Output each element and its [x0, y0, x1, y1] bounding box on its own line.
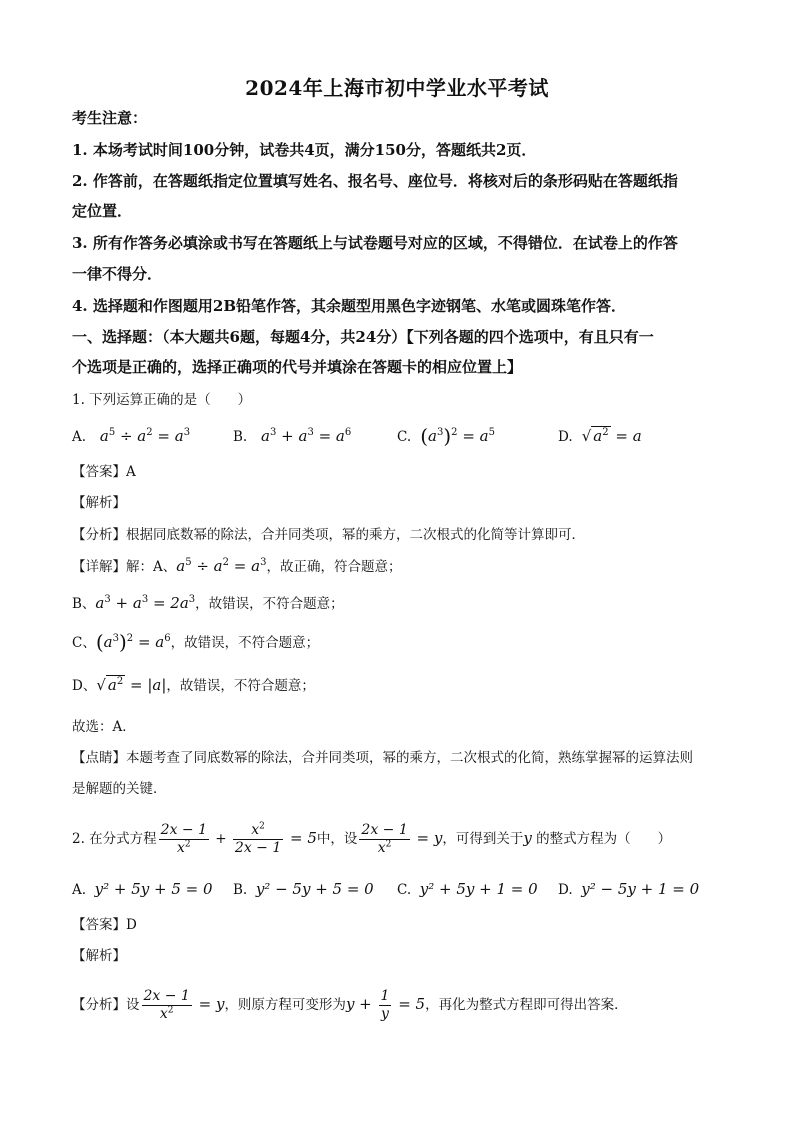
- q2-option-a: A. y² + 5y + 5 = 0: [72, 880, 213, 898]
- notice-item-4: 4. 选择题和作图题用2B铅笔作答，其余题型用黑色字迹钢笔、水笔或圆珠笔作答．: [72, 297, 627, 315]
- q1-option-d-expr: √ $a^2 = a$: [581, 427, 642, 445]
- q1-detail-b: B、$a^3 + a^3 = 2a^3$，故错误，不符合题意；: [72, 594, 344, 612]
- q1-option-c-expr: $(a^3)^2 = a^5$: [420, 424, 495, 448]
- q2-option-d-expr: y² − 5y + 1 = 0: [581, 880, 700, 898]
- q1-option-c: C. $(a^3)^2 = a^5$: [397, 424, 495, 448]
- q1-stem: 1. 下列运算正确的是（ ）: [72, 392, 252, 408]
- q1-detail-c: C、$(a^3)^2 = a^6$，故错误，不符合题意；: [72, 630, 320, 654]
- q1-analysis-tag: 【解析】: [72, 495, 126, 511]
- notice-item-3: 3. 所有作答务必填涂或书写在答题纸上与试卷题号对应的区域，不得错位．在试卷上的作答: [72, 234, 678, 252]
- q1-detail-a: 【详解】解：A、$a^5 \div a^2 = a^3$，故正确，符合题意；: [72, 557, 402, 575]
- q2-analysis-tag: 【解析】: [72, 948, 126, 964]
- q1-answer: 【答案】A: [72, 464, 136, 480]
- q1-choose: 故选：A．: [72, 719, 136, 735]
- q1-option-b-expr: $a^3 + a^3 = a^6$: [251, 427, 352, 445]
- q1-detail-d: D、√ $a^2 = |a|$，故错误，不符合题意；: [72, 676, 315, 694]
- q1-fenxi: 【分析】根据同底数幂的除法，合并同类项，幂的乘方，二次根式的化简等计算即可．: [72, 527, 585, 543]
- q1-dianjing-1: 【点睛】本题考查了同底数幂的除法，合并同类项，幂的乘方，二次根式的化简，熟练掌握幂的运算法则: [72, 750, 693, 766]
- q1-option-d: D. √ $a^2 = a$: [558, 427, 642, 445]
- q2-option-b-expr: y² − 5y + 5 = 0: [255, 880, 374, 898]
- q2-answer: 【答案】D: [72, 917, 137, 933]
- section-heading-line-2: 个选项是正确的，选择正确项的代号并填涂在答题卡的相应位置上】: [72, 358, 523, 376]
- notice-item-2: 2. 作答前，在答题纸指定位置填写姓名、报名号、座位号．将核对后的条形码贴在答题纸指: [72, 172, 678, 190]
- q2-option-c: C. y² + 5y + 1 = 0: [397, 880, 538, 898]
- q2-option-b: B. y² − 5y + 5 = 0: [233, 880, 374, 898]
- q2-option-d: D. y² − 5y + 1 = 0: [558, 880, 700, 898]
- q2-stem: 2. 在分式方程 $\frac{2x - 1}{x^2}$ + $\frac{x^2}{2x - 1}$ = 5中，设 $\frac{2x - 1}{x^2}$ = y，可得到关于y 的整式方程为（ ）: [72, 821, 672, 856]
- q2-option-a-expr: y² + 5y + 5 = 0: [94, 880, 213, 898]
- notice-item-2-cont: 定位置．: [72, 202, 133, 220]
- q1-option-a-expr: $a^5 \div a^2 = a^3$: [90, 427, 191, 445]
- notice-item-1: 1. 本场考试时间100分钟，试卷共4页，满分150分，答题纸共2页．: [72, 141, 537, 159]
- notice-item-3-cont: 一律不得分．: [72, 265, 163, 283]
- section-heading-line-1: 一、选择题：（本大题共6题，每题4分，共24分）【下列各题的四个选项中，有且只有一: [72, 328, 654, 346]
- q1-dianjing-2: 是解题的关键．: [72, 781, 167, 797]
- q2-fenxi: 【分析】设 $\frac{2x - 1}{x^2}$ = y，则原方程可变形为y + $\frac{1}{y}$ = 5，再化为整式方程即可得出答案．: [72, 988, 628, 1022]
- page-title: 2024年上海市初中学业水平考试: [245, 76, 549, 100]
- q2-option-c-expr: y² + 5y + 1 = 0: [419, 880, 538, 898]
- q1-option-b: B. $a^3 + a^3 = a^6$: [233, 427, 352, 445]
- q1-option-a: A. $a^5 \div a^2 = a^3$: [72, 427, 191, 445]
- notice-heading: 考生注意：: [72, 109, 148, 127]
